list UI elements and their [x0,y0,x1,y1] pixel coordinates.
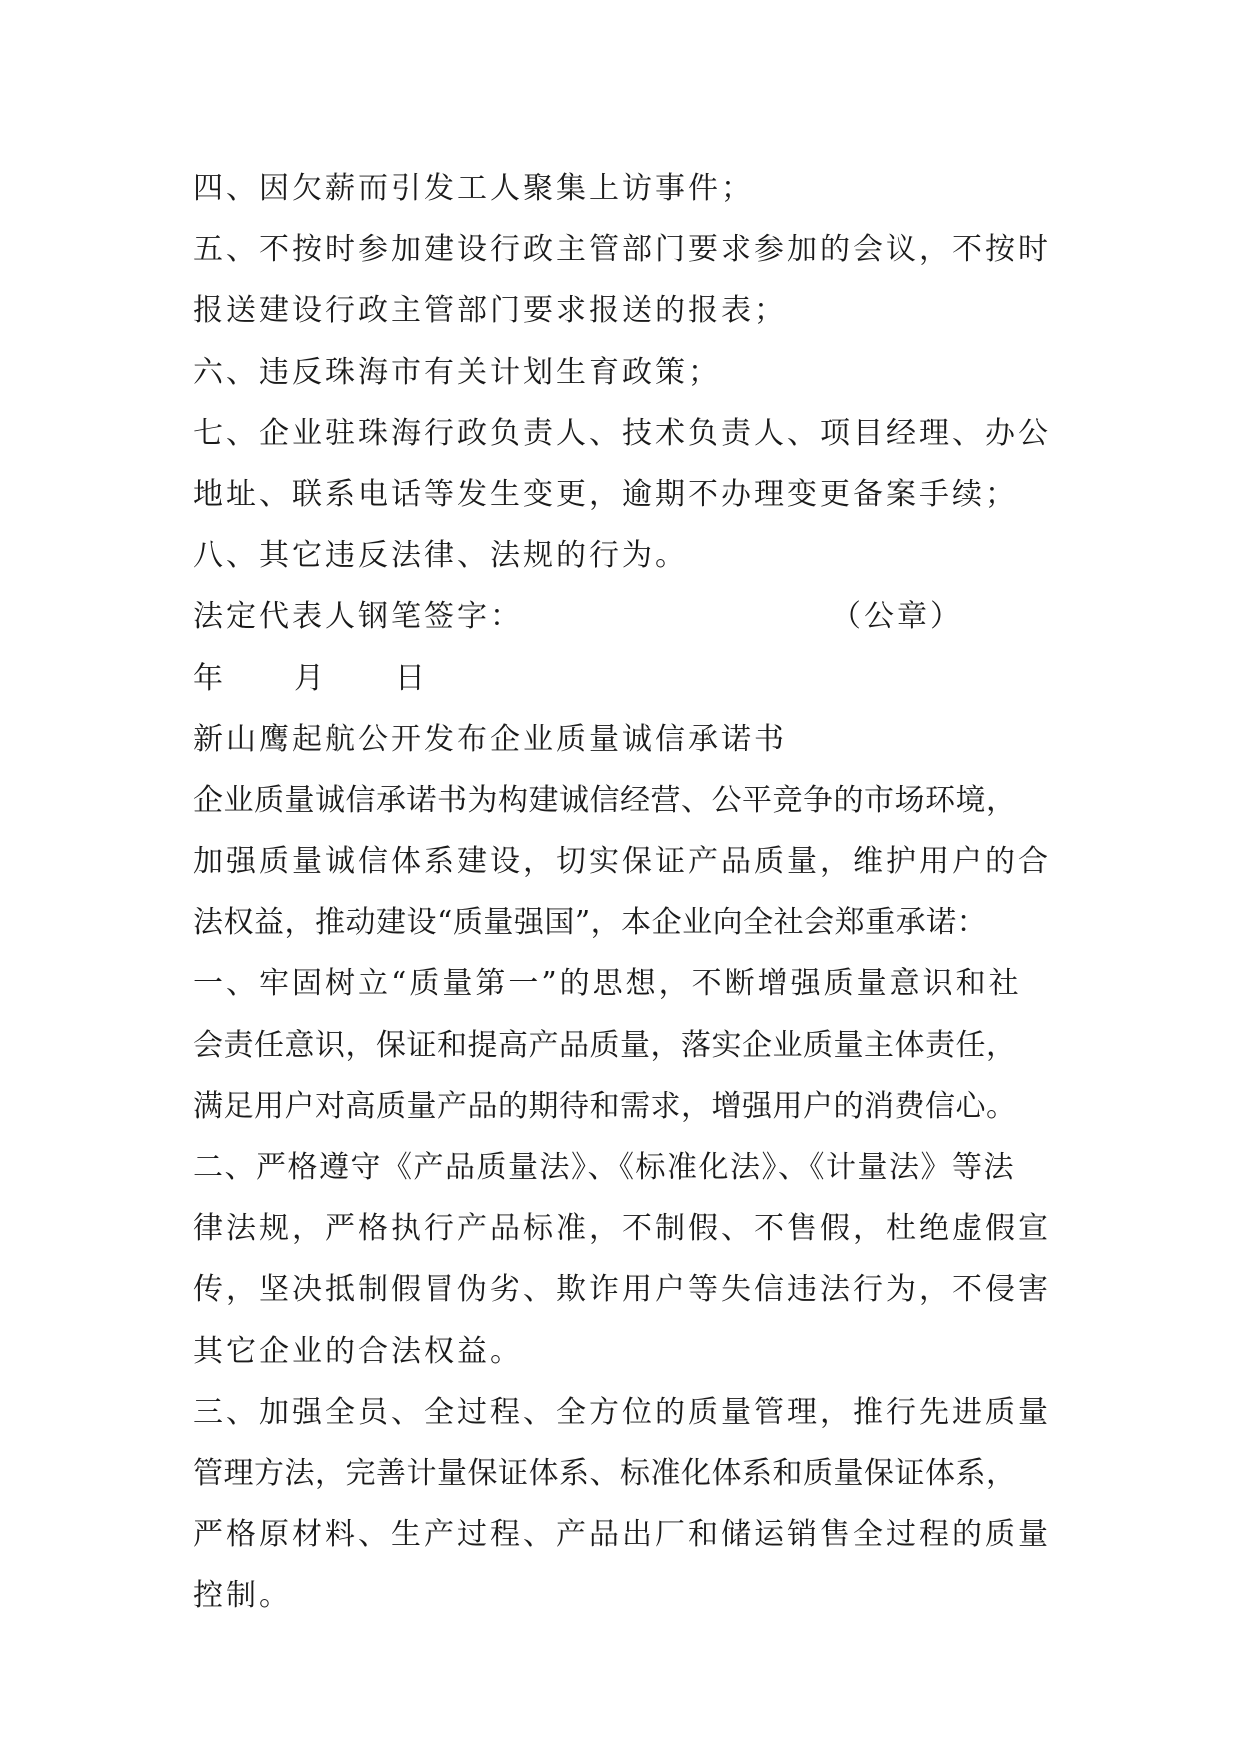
body-line: 律法规，严格执行产品标准，不制假、不售假，杜绝虚假宣 [193,1211,1051,1247]
date-year: 年 [193,660,226,696]
body-line: 三、加强全员、全过程、全方位的质量管理，推行先进质量 [193,1394,1051,1430]
body-line: 控制。 [193,1578,292,1614]
body-line: 加强质量诚信体系建设，切实保证产品质量，维护用户的合 [193,844,1051,880]
text-line: 七、企业驻珠海行政负责人、技术负责人、项目经理、办公 [193,415,1051,451]
date-day: 日 [395,660,428,696]
body-line: 一、牢固树立“质量第一”的思想，不断增强质量意识和社 [193,966,1022,1002]
signature-label: 法定代表人钢笔签字： [193,599,523,635]
text-line: 六、违反珠海市有关计划生育政策； [193,354,721,390]
body-line: 企业质量诚信承诺书为构建诚信经营、公平竞争的市场环境， [193,782,1017,818]
text-line: 报送建设行政主管部门要求报送的报表； [193,293,787,329]
text-line: 地址、联系电话等发生变更，逾期不办理变更备案手续； [193,476,1018,512]
date-line [193,648,1053,709]
text-line: 八、其它违反法律、法规的行为。 [193,538,688,574]
text-line: 五、不按时参加建设行政主管部门要求参加的会议，不按时 [193,232,1051,268]
date-month: 月 [294,660,327,696]
body-line: 其它企业的合法权益。 [193,1333,523,1369]
body-line: 管理方法，完善计量保证体系、标准化体系和质量保证体系， [193,1455,1017,1491]
text-line: 四、因欠薪而引发工人聚集上访事件； [193,171,754,206]
body-line: 二、严格遵守《产品质量法》、《标准化法》、《计量法》等法 [193,1150,1015,1185]
body-line: 会责任意识，保证和提高产品质量，落实企业质量主体责任， [193,1027,1017,1063]
document-title: 新山鹰起航公开发布企业质量诚信承诺书 [193,721,787,757]
seal-label: （公章） [831,599,963,635]
body-line: 传，坚决抵制假冒伪劣、欺诈用户等失信违法行为，不侵害 [193,1272,1051,1308]
body-line: 严格原材料、生产过程、产品出厂和储运销售全过程的质量 [193,1517,1051,1553]
document-content [193,158,1053,1627]
signature-line [193,586,1053,647]
body-line: 法权益，推动建设“质量强国”，本企业向全社会郑重承诺： [193,905,988,941]
body-line: 满足用户对高质量产品的期待和需求，增强用户的消费信心。 [193,1088,1017,1124]
